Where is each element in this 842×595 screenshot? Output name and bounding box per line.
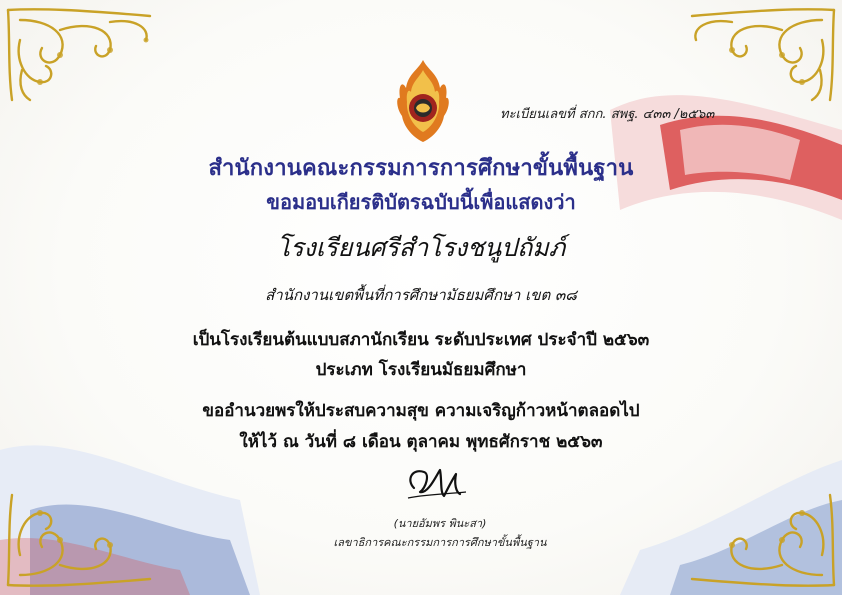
- recipient-office: สำนักงานเขตพื้นที่การศึกษามัธยมศึกษา เขต ๓๘: [265, 286, 577, 304]
- presentation-line: ขอมอบเกียรติบัตรฉบับนี้เพื่อแสดงว่า: [266, 190, 576, 214]
- corner-ornament-top-right: [632, 0, 842, 110]
- corner-ornament-top-left: [0, 0, 210, 110]
- issue-date: ให้ไว้ ณ วันที่ ๘ เดือน ตุลาคม พุทธศักราช ๒๕๖๓: [239, 432, 603, 452]
- recipient-name: โรงเรียนศรีสำโรงชนูปถัมภ์: [276, 233, 566, 262]
- corner-ornament-bottom-left: [0, 485, 210, 595]
- registration-number: ทะเบียนเลขที่ สกก. สพฐ. ๔๓๓ /๒๕๖๓: [500, 107, 715, 122]
- blessing-line: ขออำนวยพรให้ประสบความสุข ความเจริญก้าวหน้าตลอดไป: [202, 401, 640, 421]
- obec-emblem-icon: [394, 58, 452, 144]
- signature: [400, 458, 470, 506]
- signer-name: (นายอัมพร พินะสา): [393, 517, 487, 530]
- issuer-title: สำนักงานคณะกรรมการการศึกษาขั้นพื้นฐาน: [208, 156, 634, 181]
- signer-position: เลขาธิการคณะกรรมการการศึกษาขั้นพื้นฐาน: [333, 536, 547, 549]
- award-description: เป็นโรงเรียนต้นแบบสภานักเรียน ระดับประเทศ ประจำปี ๒๕๖๓: [192, 330, 650, 350]
- award-category: ประเภท โรงเรียนมัธยมศึกษา: [315, 360, 527, 380]
- corner-ornament-bottom-right: [632, 485, 842, 595]
